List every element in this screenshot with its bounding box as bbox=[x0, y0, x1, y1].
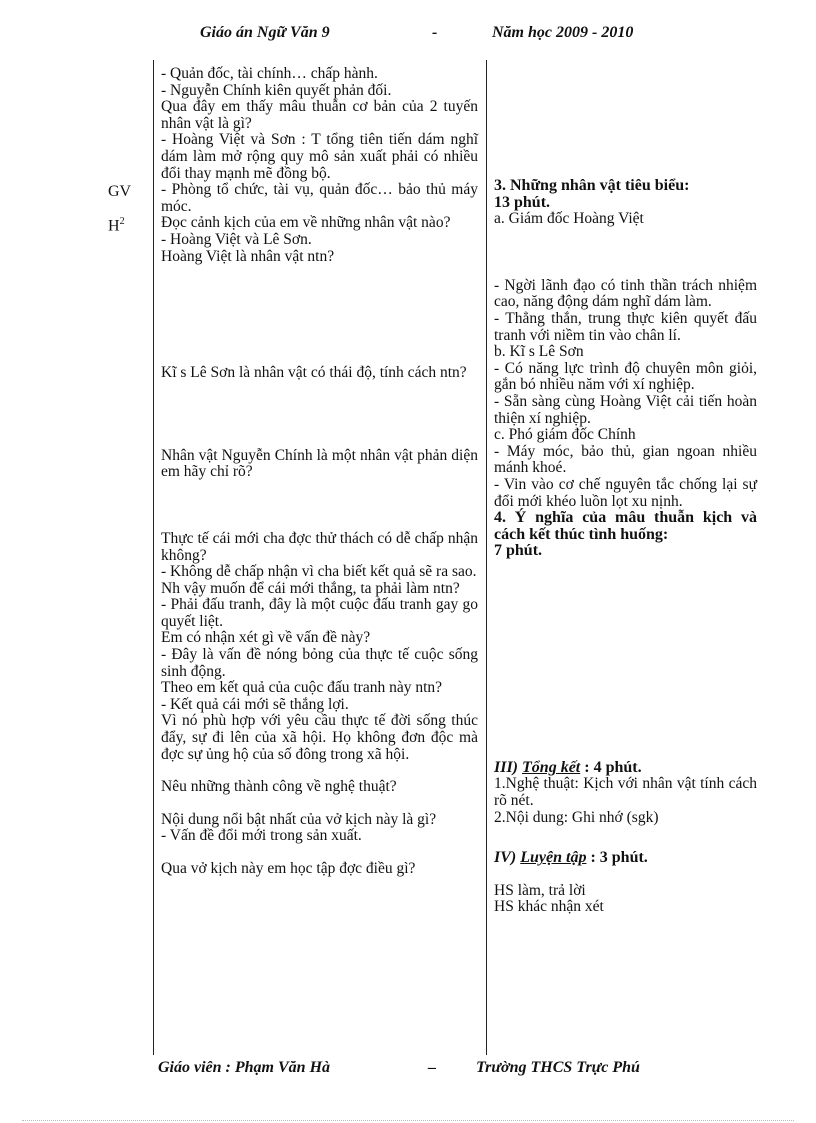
header-right: Năm học 2009 - 2010 bbox=[492, 24, 634, 41]
page-bottom-border bbox=[22, 1120, 794, 1121]
hoang-viet-trait-2: - Thẳng thắn, trung thực kiên quyết đấu tranh với niềm tin vào chân lí. bbox=[494, 309, 757, 344]
section-4-title: 4. Ý nghĩa của mâu thuẫn kịch và cách kết thúc tình huống: bbox=[494, 509, 757, 543]
dialogue-line: Nhân vật Nguyễn Chính là một nhân vật phản diện em hãy chỉ rõ? bbox=[161, 446, 478, 481]
summary-heading bbox=[494, 760, 757, 777]
header-separator: - bbox=[432, 24, 438, 41]
hoang-viet-trait-1: - Ngời lãnh đạo có tinh thần trách nhiệm cao, năng động dám nghĩ dám làm. bbox=[494, 276, 757, 311]
middle-column-rule bbox=[486, 60, 487, 1055]
dialogue-line: Thực tế cái mới cha đợc thử thách có dễ chấp nhận không? bbox=[161, 529, 478, 564]
summary-item-1: 1.Nghệ thuật: Kịch với nhân vật tính cách rõ nét. bbox=[494, 775, 757, 810]
dialogue-line: - Hoàng Việt và Lê Sơn. bbox=[161, 230, 312, 248]
role-h-text: H bbox=[108, 217, 120, 235]
dialogue-line: - Phòng tổ chức, tài vụ, quản đốc… bảo thủ máy móc. bbox=[161, 181, 478, 215]
practice-heading bbox=[494, 850, 757, 867]
section-4-time: 7 phút. bbox=[494, 542, 543, 560]
dialogue-line: Theo em kết quả của cuộc đấu tranh này ntn? bbox=[161, 679, 443, 697]
dialogue-line: Nêu những thành công về nghệ thuật? bbox=[161, 778, 397, 796]
summary-label: Tổng kết bbox=[522, 758, 581, 776]
dialogue-line: - Không dễ chấp nhận vì cha biết kết quả sẽ ra sao. bbox=[161, 563, 477, 581]
dialogue-line: Nội dung nổi bật nhất của vở kịch này là gì? bbox=[161, 810, 437, 828]
practice-prefix: IV) bbox=[494, 849, 521, 867]
dialogue-line: - Đây là vấn đề nóng bỏng của thực tế cuộc sống sinh động. bbox=[161, 646, 478, 680]
dialogue-line: - Phải đấu tranh, đây là một cuộc đấu tranh gay go quyết liệt. bbox=[161, 596, 478, 630]
nguyen-chinh-trait-2: - Vin vào cơ chế nguyên tắc chống lại sự đổi mới khéo luồn lọt xu nịnh. bbox=[494, 475, 757, 510]
practice-suffix: : 3 phút. bbox=[586, 849, 648, 867]
dialogue-line: Đọc cảnh kịch của em về những nhân vật nào? bbox=[161, 214, 451, 232]
nguyen-chinh-trait-1: - Máy móc, bảo thủ, gian ngoan nhiều mánh khoé. bbox=[494, 442, 757, 477]
left-column-rule bbox=[153, 60, 154, 1055]
role-gv: GV bbox=[108, 183, 132, 200]
role-h-sup: 2 bbox=[119, 216, 125, 227]
teacher-student-column bbox=[161, 66, 478, 878]
section-3-title: 3. Những nhân vật tiêu biểu: bbox=[494, 177, 690, 194]
summary-suffix: : 4 phút. bbox=[580, 758, 642, 776]
page-footer bbox=[0, 1059, 816, 1081]
section-3-time: 13 phút. bbox=[494, 193, 551, 211]
summary-item-2: 2.Nội dung: Ghi nhớ (sgk) bbox=[494, 808, 659, 826]
practice-item-2: HS khác nhận xét bbox=[494, 898, 604, 916]
section-3-c: c. Phó giám đốc Chính bbox=[494, 426, 636, 444]
dialogue-line: - Quản đốc, tài chính… chấp hành. bbox=[161, 65, 378, 82]
footer-left: Giáo viên : Phạm Văn Hà bbox=[158, 1059, 331, 1076]
dialogue-line: Em có nhận xét gì về vấn đề này? bbox=[161, 629, 371, 647]
practice-label: Luyện tập bbox=[520, 849, 587, 867]
dialogue-line: Hoàng Việt là nhân vật ntn? bbox=[161, 247, 335, 265]
summary-prefix: III) bbox=[494, 758, 523, 776]
header-left: Giáo án Ngữ Văn 9 bbox=[200, 24, 330, 41]
le-son-trait-2: - Sẵn sàng cùng Hoàng Việt cải tiến hoàn thiện xí nghiệp. bbox=[494, 392, 757, 427]
dialogue-line: Qua vở kịch này em học tập đợc điều gì? bbox=[161, 860, 416, 877]
dialogue-line: Vì nó phù hợp với yêu cầu thực tế đời sống thúc đẩy, sự đi lên của xã hội. Họ không đơn độc mà đợc sự ủng hộ của số đông trong xã hội. bbox=[161, 712, 478, 763]
le-son-trait-1: - Có năng lực trình độ chuyên môn giỏi, gắn bó nhiều năm với xí nghiệp. bbox=[494, 359, 757, 394]
dialogue-line: - Vấn đề đổi mới trong sản xuất. bbox=[161, 827, 362, 845]
role-h bbox=[108, 208, 125, 240]
section-3-a: a. Giám đốc Hoàng Việt bbox=[494, 210, 644, 228]
dialogue-line: Kĩ s Lê Sơn là nhân vật có thái độ, tính cách ntn? bbox=[161, 364, 467, 382]
footer-right: Trường THCS Trực Phú bbox=[476, 1059, 640, 1076]
lesson-content-column bbox=[494, 66, 757, 916]
dialogue-line: Qua đây em thấy mâu thuẫn cơ bản của 2 tuyến nhân vật là gì? bbox=[161, 98, 478, 132]
section-3-b: b. Kĩ s Lê Sơn bbox=[494, 343, 584, 361]
dialogue-line: Nh vậy muốn để cái mới thắng, ta phải làm ntn? bbox=[161, 579, 460, 597]
dialogue-line: - Kết quả cái mới sẽ thắng lợi. bbox=[161, 695, 349, 713]
practice-item-1: HS làm, trả lời bbox=[494, 881, 586, 899]
dialogue-line: - Nguyễn Chính kiên quyết phản đối. bbox=[161, 81, 392, 99]
dialogue-line: - Hoàng Việt và Sơn : T tổng tiên tiến dám nghĩ dám làm mở rộng quy mô sản xuất phải có nhiều đổi thay mạnh mẽ đồng bộ. bbox=[161, 131, 478, 182]
footer-separator: – bbox=[428, 1059, 436, 1076]
page-header bbox=[0, 24, 816, 48]
